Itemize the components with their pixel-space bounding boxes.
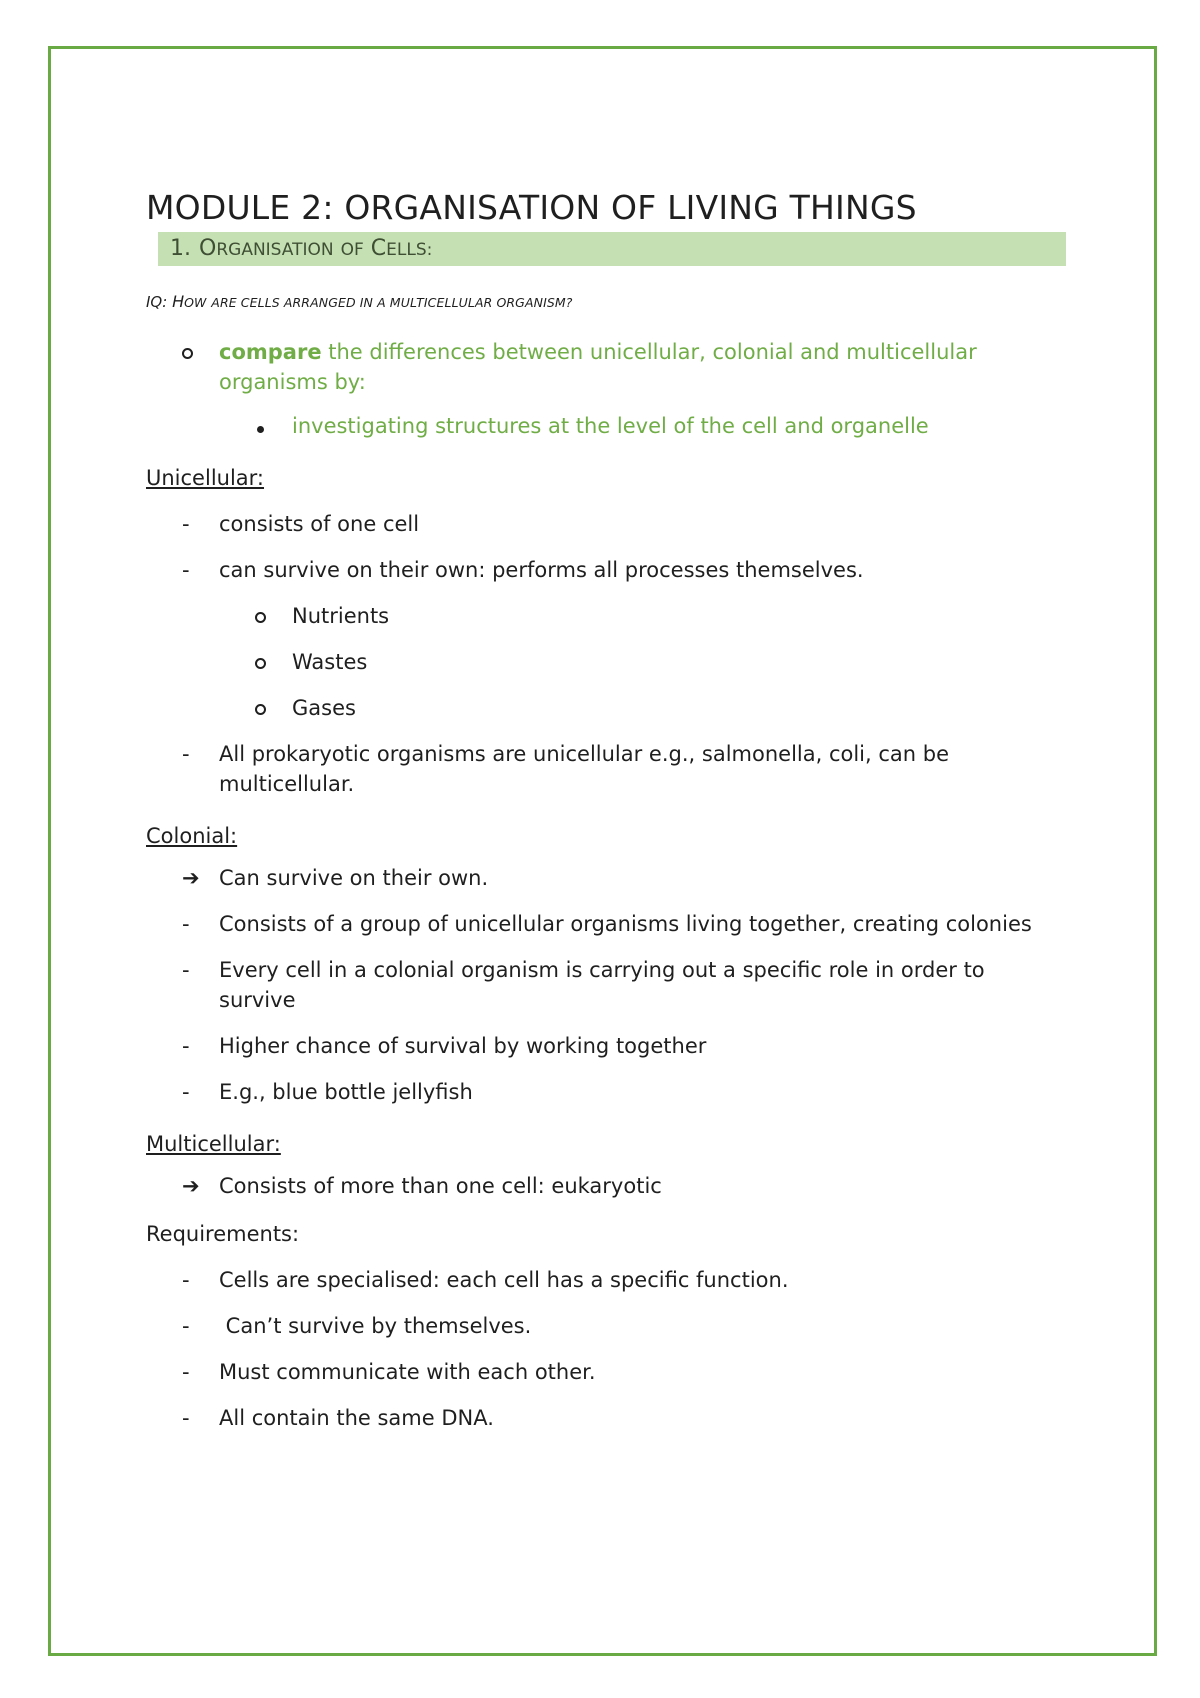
list-item: - consists of one cell	[146, 509, 1066, 539]
list-item: - can survive on their own: performs all processes themselves.	[146, 555, 1066, 585]
dash-bullet: -	[182, 742, 190, 766]
dash-bullet: -	[182, 558, 190, 582]
list-item: ➔ Can survive on their own.	[146, 863, 1066, 893]
list-item: - Every cell in a colonial organism is carrying out a specific role in order to survive	[146, 955, 1066, 1015]
list-item: - Consists of a group of unicellular organisms living together, creating colonies	[146, 909, 1066, 939]
list-item: - All prokaryotic organisms are unicellular e.g., salmonella, coli, can be multicellular.	[146, 739, 1066, 799]
section-heading: 1. ORGANISATION OF CELLS:	[158, 232, 1066, 266]
arrow-right-icon: ➔	[182, 866, 200, 890]
unicellular-heading: Unicellular:	[146, 466, 265, 490]
syllabus-subpoint-text: investigating structures at the level of the cell and organelle	[292, 414, 929, 438]
list-item: - Can’t survive by themselves.	[146, 1311, 1066, 1341]
list-item: Gases	[146, 693, 1066, 723]
dash-bullet: -	[182, 1034, 190, 1058]
dash-bullet: -	[182, 1080, 190, 1104]
requirements-label: Requirements:	[146, 1222, 300, 1246]
syllabus-keyword: compare	[219, 340, 322, 364]
multicellular-heading: Multicellular:	[146, 1132, 281, 1156]
list-item: - Cells are specialised: each cell has a specific function.	[146, 1265, 1066, 1295]
syllabus-subpoint	[146, 411, 1066, 441]
list-item: ➔ Consists of more than one cell: eukaryotic	[146, 1171, 1066, 1201]
colonial-heading: Colonial:	[146, 824, 238, 848]
circle-bullet-icon	[255, 647, 266, 677]
document-body	[146, 184, 1066, 1433]
inquiry-prefix: IQ:	[146, 293, 168, 311]
syllabus-point	[146, 337, 1066, 397]
circle-bullet-icon	[255, 601, 266, 631]
dash-bullet: -	[182, 1268, 190, 1292]
list-item: Wastes	[146, 647, 1066, 677]
section-number: 1.	[170, 236, 191, 261]
list-item: - All contain the same DNA.	[146, 1403, 1066, 1433]
arrow-right-icon: ➔	[182, 1174, 200, 1198]
list-item: Nutrients	[146, 601, 1066, 631]
syllabus-text: the differences between unicellular, colonial and multicellular organisms by:	[219, 340, 977, 394]
list-item: - Must communicate with each other.	[146, 1357, 1066, 1387]
circle-bullet-icon	[182, 337, 193, 367]
inquiry-question: IQ: HOW ARE CELLS ARRANGED IN A MULTICELLULAR ORGANISM?	[146, 292, 573, 311]
dash-bullet: -	[182, 958, 190, 982]
dash-bullet: -	[182, 1406, 190, 1430]
dash-bullet: -	[182, 1314, 190, 1338]
page-title: MODULE 2: ORGANISATION OF LIVING THINGS	[146, 188, 917, 227]
circle-bullet-icon	[255, 693, 266, 723]
dash-bullet: -	[182, 912, 190, 936]
list-item: - Higher chance of survival by working together	[146, 1031, 1066, 1061]
dash-bullet: -	[182, 512, 190, 536]
dot-bullet-icon	[255, 411, 264, 441]
list-item: - E.g., blue bottle jellyfish	[146, 1077, 1066, 1107]
dash-bullet: -	[182, 1360, 190, 1384]
